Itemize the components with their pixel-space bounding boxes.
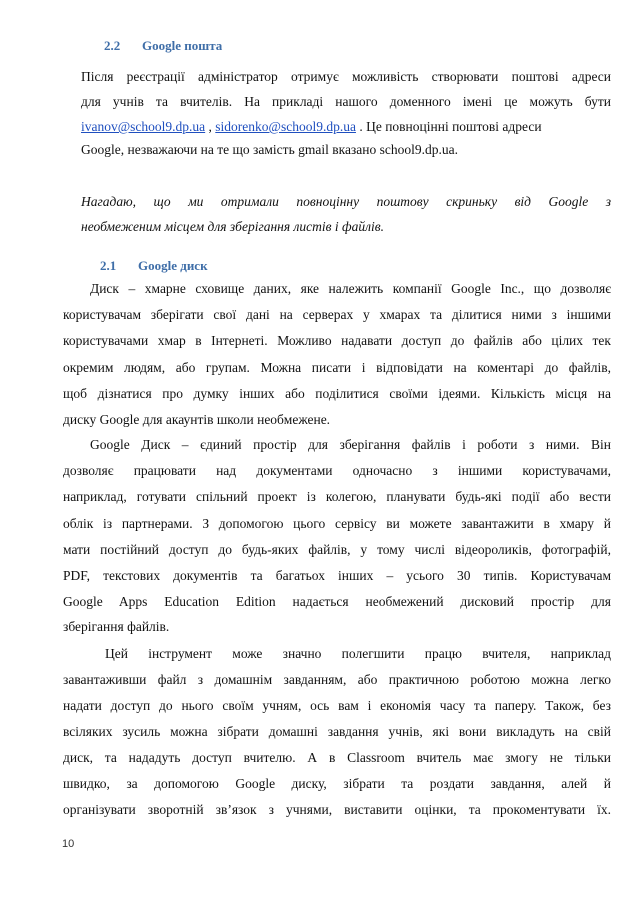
- paragraph-line: всіляких зусиль можна зібрати домашні завдання учнів, які вони викладуть на свій: [63, 724, 611, 739]
- paragraph-line: Диск – хмарне сховище даних, яке належить компанії Google Inc., що дозволяє: [90, 281, 611, 296]
- paragraph-line: щоб дізнатися про думку інших або поділитися своїми ідеями. Кількість місця на: [63, 386, 611, 401]
- paragraph-line: для учнів та вчителів. На прикладі нашого доменного імені це можуть бути: [81, 94, 611, 109]
- paragraph-line: диск, та нададуть доступ вчителю. А в Classroom вчитель має змогу не тільки: [63, 750, 611, 765]
- section-number: 2.1: [100, 258, 117, 273]
- paragraph-line: Цей інструмент може значно полегшити працю вчителя, наприклад: [105, 646, 611, 661]
- section-title: Google пошта: [142, 38, 223, 53]
- page-number: 10: [62, 838, 75, 850]
- email-link-ivanov[interactable]: ivanov@school9.dp.ua: [81, 119, 206, 134]
- paragraph-line-emails: [81, 119, 542, 135]
- section-number: 2.2: [104, 38, 121, 53]
- paragraph-line: мати постійний доступ до будь-яких файлів, у тому числі відеороликів, фотографій,: [63, 542, 611, 557]
- email-line-rest: . Це повноцінні поштові адреси: [355, 119, 542, 134]
- section-heading-2-2: [104, 38, 222, 54]
- email-link-sidorenko[interactable]: sidorenko@school9.dp.ua: [215, 119, 356, 134]
- paragraph-line: користувачам зберігати свої дані на серверах у хмарах та ділитися ними з іншими: [63, 307, 611, 322]
- paragraph-line: зберігання файлів.: [63, 619, 170, 634]
- paragraph-line: Після реєстрації адміністратор отримує можливість створювати поштові адреси: [81, 69, 611, 84]
- paragraph-line: швидко, за допомогою Google диску, зібрати та роздати завдання, алей й: [63, 776, 611, 791]
- paragraph-line: окремим людям, або групам. Можна писати і відповідати на коментарі до файлів,: [63, 360, 611, 375]
- note-line: Нагадаю, що ми отримали повноцінну поштову скриньку від Google з: [81, 194, 611, 209]
- paragraph-line: PDF, текстових документів та багатьох інших – усього 30 типів. Користувачам: [63, 568, 611, 583]
- paragraph-line: Google, незважаючи на те що замість gmail вказано school9.dp.ua.: [81, 142, 458, 157]
- paragraph-line: Google Диск – єдиний простір для зберігання файлів і роботи з ними. Він: [90, 437, 611, 452]
- paragraph-line: Google Apps Education Edition надається необмежений дисковий простір для: [63, 594, 611, 609]
- paragraph-line: наприклад, готувати спільний проект із колегою, планувати будь-які події або вести: [63, 489, 611, 504]
- email-separator: ,: [205, 119, 216, 134]
- note-line: необмеженим місцем для зберігання листів і файлів.: [81, 219, 384, 234]
- paragraph-line: надати доступ до нього своїм учням, ось вам і економія часу та паперу. Також, без: [63, 698, 611, 713]
- section-title: Google диск: [138, 258, 208, 273]
- paragraph-line: користувачами хмар в Інтернеті. Можливо надавати доступ до файлів або цілих тек: [63, 333, 611, 348]
- paragraph-line: організувати зворотній зв’язок з учнями, виставити оцінки, та прокоментувати їх.: [63, 802, 611, 817]
- paragraph-line: диску Google для акаунтів школи необмежене.: [63, 412, 331, 427]
- section-heading-2-1: [100, 258, 208, 274]
- paragraph-line: завантаживши файл з домашнім завданням, або практичною роботою можна легко: [63, 672, 611, 687]
- paragraph-line: дозволяє працювати над документами одночасно з іншими користувачами,: [63, 463, 611, 478]
- paragraph-line: облік із партнерами. З допомогою цього сервісу ви можете завантажити в хмару й: [63, 516, 611, 531]
